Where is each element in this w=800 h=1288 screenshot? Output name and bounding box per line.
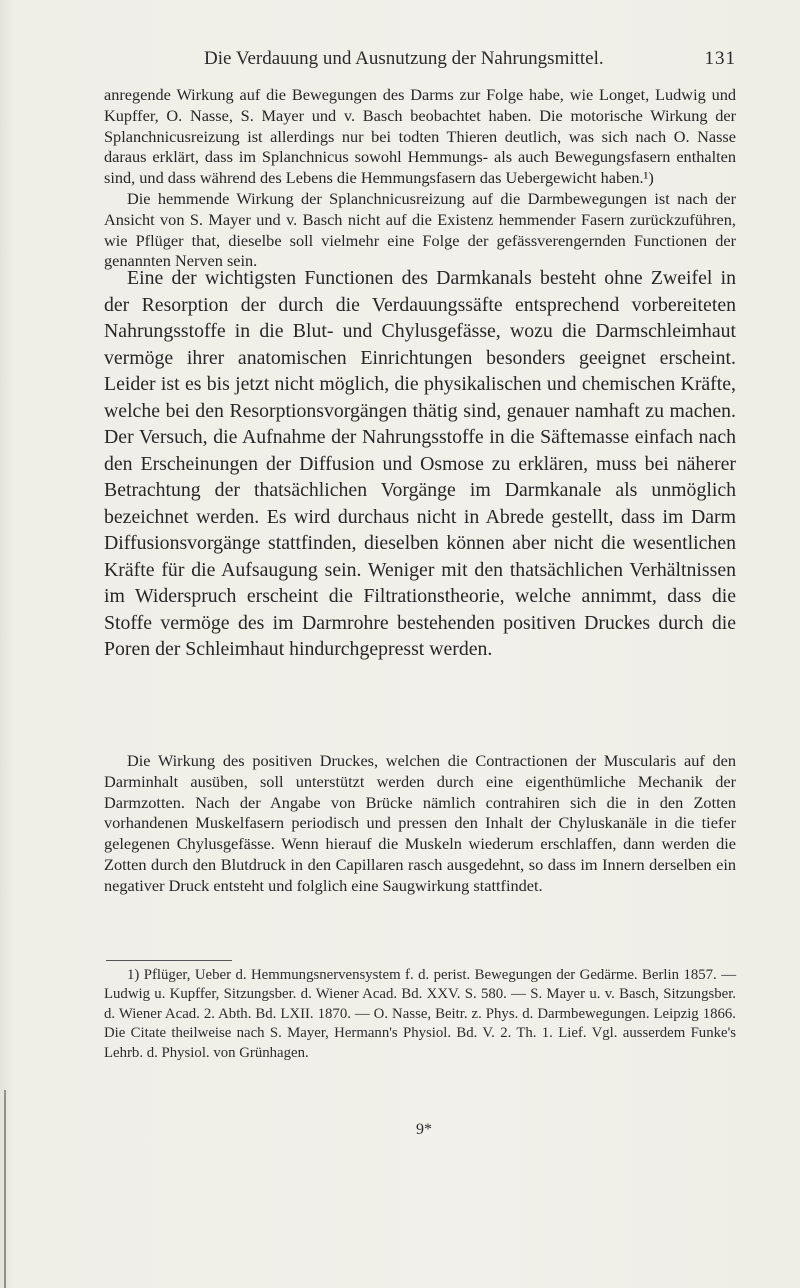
running-title: Die Verdauung und Ausnutzung der Nahrungsmittel. [204,48,604,69]
paragraph-motor-effect: anregende Wirkung auf die Bewegungen des Darms zur Folge habe, wie Longet, Ludwig und Kupffer, O. Nasse, S. Mayer und v. Basch beobachtet haben. Die motorische Wirkung der Splanchnicusreizung ist allerdings nur bei todten Thieren deutlich, was sich nach O. Nasse daraus erklärt, dass im Splanchnicus sowohl Hemmungs- als auch Bewegungsfasern enthalten sind, und dass während des Lebens die Hemmungsfasern das Uebergewicht haben.¹) [104,85,736,188]
footnote: 1) Pflüger, Ueber d. Hemmungsnervensystem f. d. perist. Bewegungen der Gedärme. Berlin 1857. — Ludwig u. Kupffer, Sitzungsber. d. Wiener Acad. Bd. XXV. S. 580. — S. Mayer u. v. Basch, Sitzungsber. d. Wiener Acad. 2. Abth. Bd. LXII. 1870. — O. Nasse, Beitr. z. Phys. d. Darmbewegungen. Leipzig 1866. Die Citate theilweise nach S. Mayer, Hermann's Physiol. Bd. V. 2. Th. 1. Lief. Vgl. ausserdem Funke's Lehrb. d. Physiol. von Grünhagen. [104,967,736,1061]
paragraph-positive-pressure: Die Wirkung des positiven Druckes, welchen die Contractionen der Muscularis auf den Darminhalt ausüben, soll unterstützt werden durch eine eigenthümliche Mechanik der Darmzotten. Nach der Angabe von Brücke nämlich contrahiren sich die in den Zotten vorhandenen Muskelfasern periodisch und pressen den Inhalt der Chyluskanäle in die tiefer gelegenen Chylusgefässe. Wenn hierauf die Muskeln wiederum erschlaffen, dann werden die Zotten durch den Blutdruck in den Capillaren rasch ausgedehnt, so dass im Innern derselben ein negativer Druck entsteht und folglich eine Saugwirkung stattfindet. [104,751,736,895]
footnote-divider [106,960,232,961]
running-header [104,47,736,77]
page-edge-shadow [4,1090,6,1288]
paragraph-resorption: Eine der wichtigsten Functionen des Darmkanals besteht ohne Zweifel in der Resorption der durch die Verdauungssäfte entsprechend vorbereiteten Nahrungsstoffe in die Blut- und Chylusgefässe, wozu die Darmschleimhaut vermöge ihrer anatomischen Einrichtungen besonders geeignet erscheint. Leider ist es bis jetzt nicht möglich, die physikalischen und chemischen Kräfte, welche bei den Resorptionsvorgängen thätig sind, genauer namhaft zu machen. Der Versuch, die Aufnahme der Nahrungsstoffe in die Säftemasse einfach nach den Erscheinungen der Diffusion und Osmose zu erklären, muss bei näherer Betrachtung der thatsächlichen Vorgänge im Darmkanale als unmöglich bezeichnet werden. Es wird durchaus nicht in Abrede gestellt, dass im Darm Diffusionsvorgänge stattfinden, dieselben können aber nicht die wesentlichen Kräfte für die Aufsaugung sein. Weniger mit den thatsächlichen Verhältnissen im Widerspruch erscheint die Filtrationstheorie, welche annimmt, dass die Stoffe vermöge des im Darmrohre bestehenden positiven Druckes durch die Poren der Schleimhaut hindurchgepresst werden. [104,267,736,660]
signature-mark: 9* [416,1121,432,1138]
page-number: 131 [704,48,736,69]
paragraph-inhibitory-effect: Die hemmende Wirkung der Splanchnicusreizung auf die Darmbewegungen ist nach der Ansicht von S. Mayer und v. Basch nicht auf die Existenz hemmender Fasern zurückzuführen, wie Pflüger that, dieselbe soll vielmehr eine Folge der gefässverengernden Functionen der genannten Nerven sein. [104,189,736,271]
